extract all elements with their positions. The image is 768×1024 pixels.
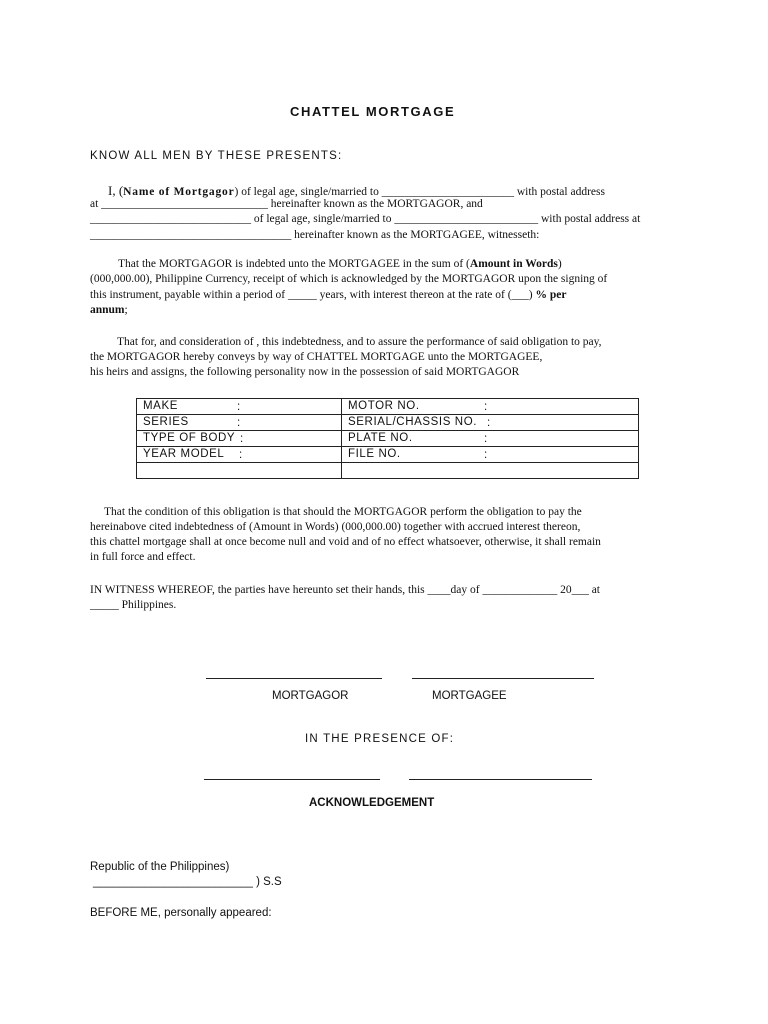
republic-line: Republic of the Philippines) xyxy=(90,861,230,873)
document-title: CHATTEL MORTGAGE xyxy=(290,104,456,119)
table-colon-file-no: : xyxy=(484,449,488,461)
para1-line1-post: ) of legal age, single/married to _______________________ with postal address xyxy=(234,186,605,198)
para2-line1 xyxy=(118,258,562,270)
table-colon-year-model: : xyxy=(239,449,243,461)
para2-line4 xyxy=(90,304,128,316)
plate-no-label: PLATE NO. xyxy=(348,432,413,444)
vehicle-details-table xyxy=(136,398,639,479)
presence-heading: IN THE PRESENCE OF: xyxy=(305,733,455,745)
table-row xyxy=(137,431,639,447)
table-colon-type-of-body: : xyxy=(240,433,244,445)
table-cell-empty-right xyxy=(342,463,639,479)
para3-line3: his heirs and assigns, the following personality now in the possession of said MORTGAGOR xyxy=(90,366,520,378)
para3-line2: the MORTGAGOR hereby conveys by way of CHATTEL MORTGAGE unto the MORTGAGEE, xyxy=(90,351,543,363)
para4-line3: this chattel mortgage shall at once become null and void and of no effect whatsoever, otherwise, it shall remain xyxy=(90,536,601,548)
table-cell-plate-no xyxy=(342,431,639,447)
table-colon-series: : xyxy=(237,417,241,429)
before-me-line: BEFORE ME, personally appeared: xyxy=(90,907,272,919)
para1-line3: ____________________________ of legal age, single/married to _________________________ with postal address at xyxy=(90,213,641,225)
para2-line2: (000,000.00), Philippine Currency, receipt of which is acknowledged by the MORTGAGOR upon the signing of xyxy=(90,273,608,285)
para3-line1: That for, and consideration of , this indebtedness, and to assure the performance of said obligation to pay, xyxy=(117,336,602,348)
para4-line4: in full force and effect. xyxy=(90,551,196,563)
witness2-signature-line xyxy=(409,779,592,780)
para2-line3 xyxy=(90,289,567,301)
acknowledgement-heading: ACKNOWLEDGEMENT xyxy=(309,797,435,809)
type-of-body-label: TYPE OF BODY xyxy=(143,432,236,444)
table-colon-motor-no: : xyxy=(484,401,488,413)
table-cell-motor-no xyxy=(342,399,639,415)
para1-line2: at _____________________________ hereinafter known as the MORTGAGOR, and xyxy=(90,198,483,210)
mortgagor-signature-line xyxy=(206,678,382,679)
file-no-label: FILE NO. xyxy=(348,448,401,460)
para2-line4-post: ; xyxy=(124,304,128,316)
para2-line3-text: this instrument, payable within a period of _____ years, with interest thereon at the rate of (___) xyxy=(90,289,536,301)
table-colon-make: : xyxy=(237,401,241,413)
series-label: SERIES xyxy=(143,416,189,428)
mortgagor-label: MORTGAGOR xyxy=(272,690,349,702)
table-row xyxy=(137,463,639,479)
annum-label: annum xyxy=(90,304,125,316)
mortgagee-signature-line xyxy=(412,678,594,679)
percent-per-label: % per xyxy=(535,289,567,301)
para1-line1-pre: I, ( xyxy=(108,183,124,198)
para1-line4: ___________________________________ hereinafter known as the MORTGAGEE, witnesseth: xyxy=(90,229,540,241)
para2-line1-pre: That the MORTGAGOR is indebted unto the MORTGAGEE in the sum of ( xyxy=(118,258,470,270)
table-row xyxy=(137,399,639,415)
amount-in-words-placeholder: Amount in Words xyxy=(469,258,558,270)
make-label: MAKE xyxy=(143,400,178,412)
para4-line1: That the condition of this obligation is that should the MORTGAGOR perform the obligation to pay the xyxy=(104,506,582,518)
salutation: KNOW ALL MEN BY THESE PRESENTS: xyxy=(90,150,343,162)
mortgagor-name-placeholder: Name of Mortgagor xyxy=(123,186,235,198)
para2-line1-post: ) xyxy=(557,258,562,270)
table-cell-type-of-body xyxy=(137,431,342,447)
witness1-signature-line xyxy=(204,779,380,780)
table-colon-serial-chassis-no: : xyxy=(487,417,491,429)
table-cell-file-no xyxy=(342,447,639,463)
table-row xyxy=(137,447,639,463)
para4-line2: hereinabove cited indebtedness of (Amount in Words) (000,000.00) together with accrued interest thereon, xyxy=(90,521,581,533)
table-row xyxy=(137,415,639,431)
serial-chassis-no-label: SERIAL/CHASSIS NO. xyxy=(348,416,478,428)
table-cell-empty-left xyxy=(137,463,342,479)
mortgagee-label: MORTGAGEE xyxy=(432,690,507,702)
year-model-label: YEAR MODEL xyxy=(143,448,225,460)
witness-line2: _____ Philippines. xyxy=(90,599,177,611)
motor-no-label: MOTOR NO. xyxy=(348,400,420,412)
ss-line: _________________________ ) S.S xyxy=(93,876,282,888)
para1-line1 xyxy=(108,183,605,199)
table-colon-plate-no: : xyxy=(484,433,488,445)
witness-line1: IN WITNESS WHEREOF, the parties have hereunto set their hands, this ____day of _____________ 20___ at xyxy=(90,584,601,596)
